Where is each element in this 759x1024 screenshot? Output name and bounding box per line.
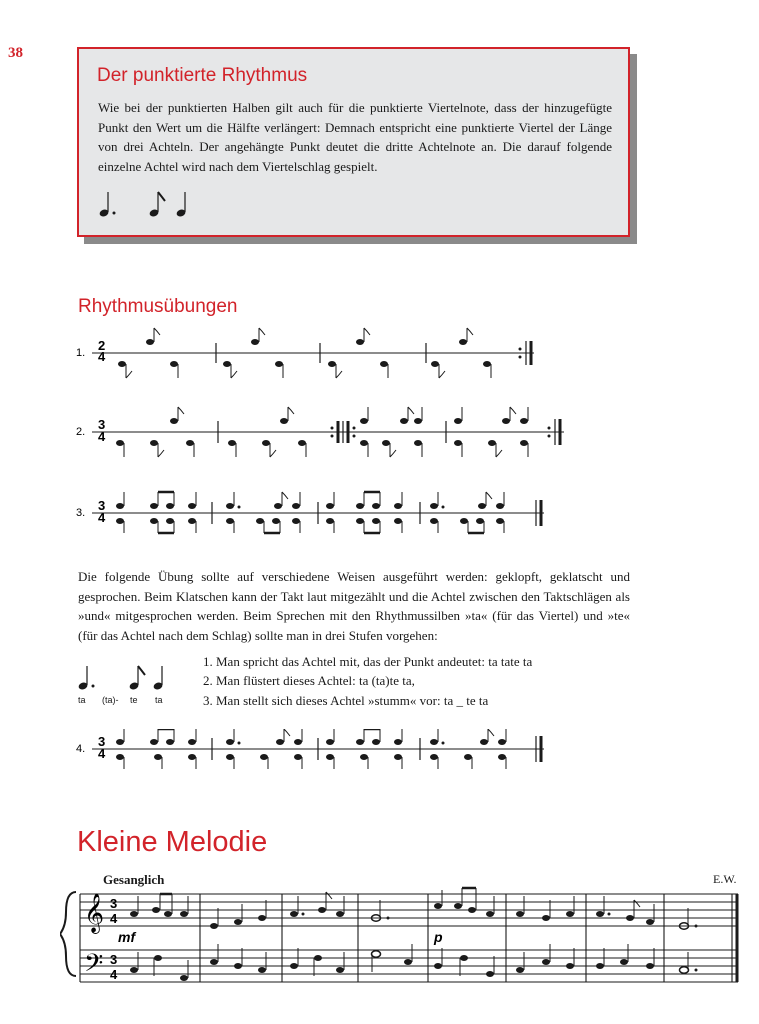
composer-initials: E.W. — [713, 872, 737, 886]
syllable-ta-end: ta — [155, 695, 163, 705]
syllable-te: te — [130, 695, 138, 705]
dynamic-p: p — [434, 929, 443, 945]
tempo-marking: Gesanglich — [103, 872, 165, 887]
syllable-ta-paren: (ta)- — [102, 695, 119, 705]
treble-time-bottom: 4 — [110, 911, 118, 926]
explanation-text: Die folgende Übung sollte auf verschiedene Weisen ausgeführt werden: geklopft, geklatscht und gesprochen. Beim Klatschen kann der Takt laut mitgezählt und die Achtel zwischen den Taktschlägen als »und« mitgesprochen werden. Beim Sprechen mit den Rhythmussilben »ta« (für das Viertel) und »te« (für das Achtel nach dem Schlag) sollte man in drei Stufen vorgehen: — [78, 569, 630, 643]
info-box-text: Wie bei der punktierten Halben gilt auch für die punktierte Viertelnote, dass der hinzugefügte Punkt den Wert um die Hälfte verlängert: Demnach entspricht eine punktierte Viertel der Länge von drei Achteln. Der angehängte Punkt deutet die dritte Achtelnote an. Die darauf folgende einzelne Achtel wird nach dem Viertelschlag gespielt. — [98, 100, 612, 174]
exercise-number: 2. — [76, 426, 86, 438]
rhythm-exercise-2 — [74, 404, 574, 464]
bass-time-bottom: 4 — [110, 967, 118, 982]
time-signature-top: 3 — [98, 417, 106, 432]
time-signature-bottom: 4 — [98, 429, 106, 444]
bass-notes — [130, 944, 698, 981]
step-1: 1. Man spricht das Achtel mit, das der Punkt andeutet: ta tate ta — [203, 654, 533, 669]
dotted-rhythm-notes — [79, 187, 219, 227]
syllable-ta: ta — [78, 695, 86, 705]
bass-time-top: 3 — [110, 952, 118, 967]
info-box — [77, 47, 630, 237]
dynamic-mf: mf — [118, 929, 136, 945]
time-signature-bottom: 4 — [98, 510, 106, 525]
treble-clef-icon: 𝄞 — [84, 894, 105, 932]
time-signature-top: 3 — [98, 498, 106, 513]
treble-staff-lines — [80, 894, 738, 926]
step-3: 3. Man stellt sich dieses Achtel »stumm« vor: ta _ te ta — [203, 692, 489, 708]
time-signature-top: 2 — [98, 338, 106, 353]
bass-staff-lines — [80, 950, 738, 982]
time-signature-bottom: 4 — [98, 349, 106, 364]
bass-clef-icon: 𝄢 — [84, 950, 104, 983]
steps-list — [203, 652, 532, 710]
rhythm-exercise-3 — [74, 485, 554, 545]
rhythm-exercise-4 — [74, 729, 554, 789]
melody-heading: Kleine Melodie — [77, 826, 268, 858]
melody-grand-staff — [60, 884, 750, 994]
staff-brace — [60, 892, 76, 976]
rhythm-exercises-heading: Rhythmusübungen — [78, 296, 238, 317]
page-number: 38 — [8, 45, 23, 61]
exercise-number: 1. — [76, 347, 86, 359]
time-signature-top: 3 — [98, 734, 106, 749]
treble-time-top: 3 — [110, 896, 118, 911]
exercise-number: 4. — [76, 743, 86, 755]
info-box-title: Der punktierte Rhythmus — [97, 65, 308, 86]
step-2: 2. Man flüstert dieses Achtel: ta (ta)te ta, — [203, 673, 415, 689]
rhythm-exercise-1 — [74, 326, 544, 386]
time-signature-bottom: 4 — [98, 746, 106, 761]
syllable-example-notes — [70, 660, 180, 694]
exercise-number: 3. — [76, 507, 86, 519]
